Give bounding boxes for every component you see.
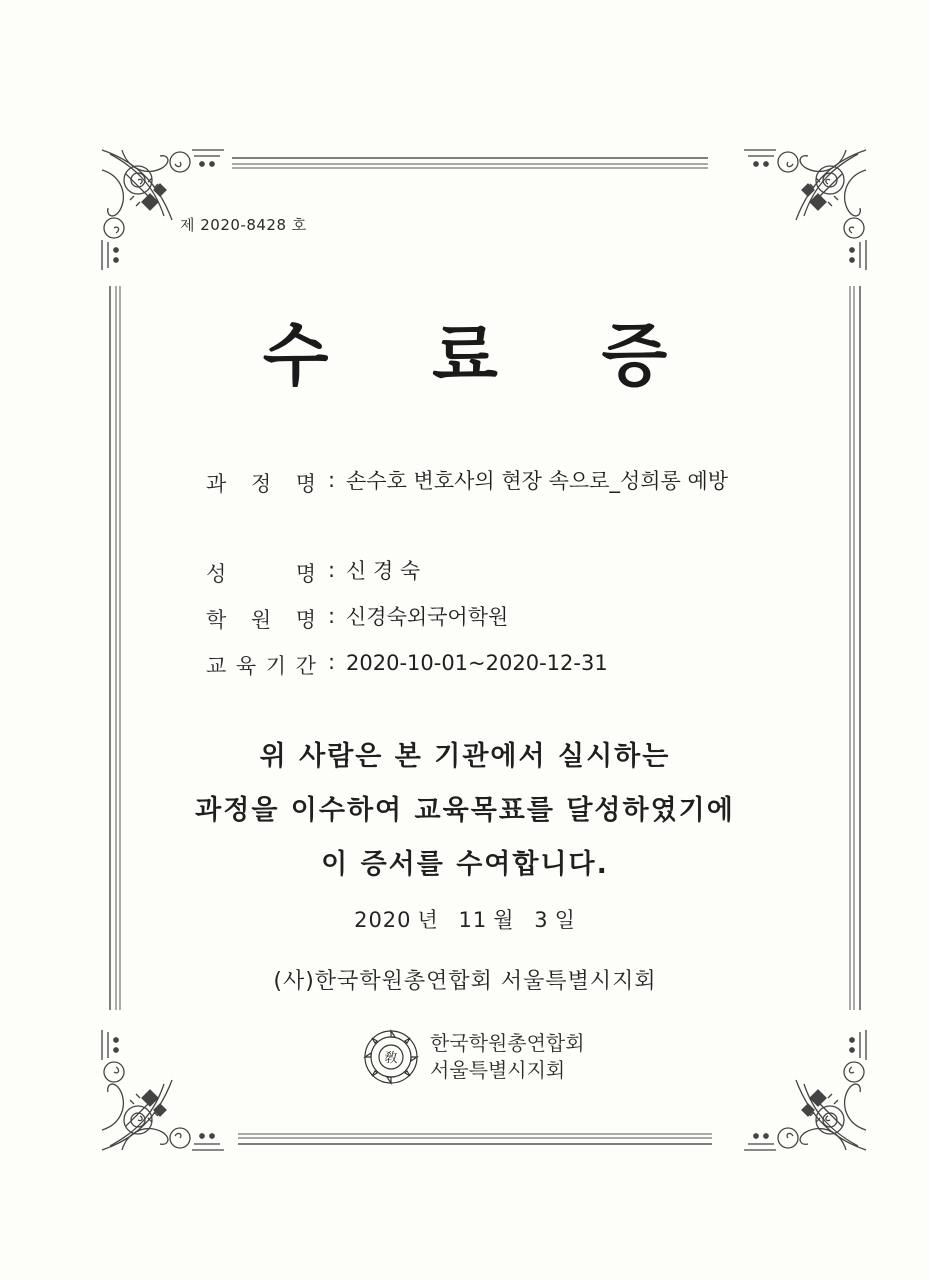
issue-date — [0, 904, 930, 934]
date-month-unit: 월 — [493, 908, 515, 932]
seal-emblem-icon — [362, 1028, 420, 1086]
field-separator: : — [328, 650, 336, 674]
date-day-unit: 일 — [554, 908, 576, 932]
field-separator: : — [328, 604, 336, 628]
certificate-number: 제 2020-8428 호 — [180, 216, 307, 234]
certificate-fields — [206, 468, 766, 696]
date-day: 3 — [534, 908, 549, 932]
field-course-value: 손수호 변호사의 현장 속으로_성희롱 예방 — [346, 469, 729, 493]
field-course-label: 과 정 명 — [206, 472, 316, 496]
date-year-unit: 년 — [417, 908, 439, 932]
date-year: 2020 — [354, 908, 412, 932]
date-month: 11 — [458, 908, 488, 932]
seal-line-2: 서울특별시지회 — [430, 1058, 566, 1082]
field-name-value: 신 경 숙 — [346, 559, 421, 583]
field-separator: : — [328, 558, 336, 582]
seal-line-1: 한국학원총연합회 — [430, 1031, 585, 1055]
field-course — [206, 468, 766, 558]
field-period — [206, 650, 766, 696]
statement-line-1: 위 사람은 본 기관에서 실시하는 — [259, 741, 671, 772]
seal-emblem-char: 敎 — [384, 1051, 398, 1066]
statement-line-2: 과정을 이수하여 교육목표를 달성하였기에 — [195, 795, 735, 826]
seal-text — [430, 1030, 585, 1084]
certificate-title: 수 료 증 — [262, 316, 708, 396]
field-academy-label: 학 원 명 — [206, 608, 316, 632]
field-name-label: 성 명 — [206, 562, 316, 586]
field-academy-value: 신경숙외국어학원 — [346, 605, 509, 629]
field-period-value: 2020-10-01~2020-12-31 — [346, 651, 608, 675]
statement-line-3: 이 증서를 수여합니다. — [321, 849, 609, 880]
issuing-organization: (사)한국학원총연합회 서울특별시지회 — [273, 969, 657, 994]
field-period-label: 교 육 기 간 — [206, 654, 316, 678]
field-separator: : — [328, 468, 336, 492]
certificate-statement — [0, 730, 930, 892]
